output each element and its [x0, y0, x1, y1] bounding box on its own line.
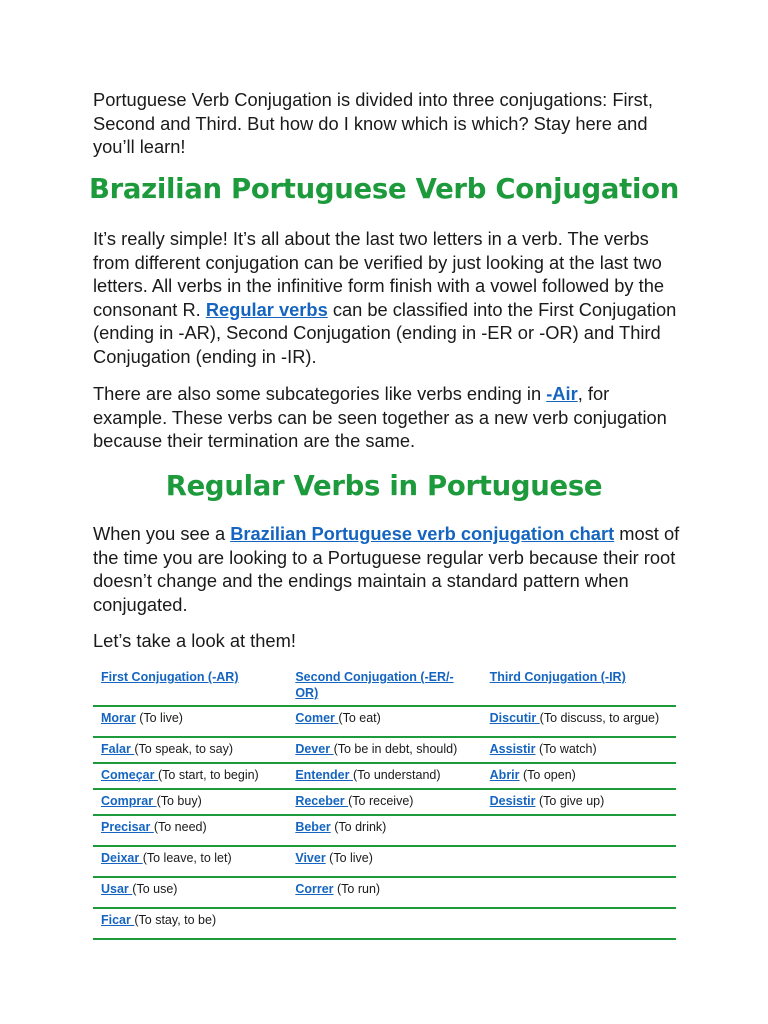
- verb-meaning: (To speak, to say): [134, 742, 234, 756]
- table-cell: [93, 737, 287, 763]
- verb-link[interactable]: Usar: [101, 882, 133, 896]
- verb-meaning: (To start, to begin): [157, 768, 259, 782]
- verb-link[interactable]: Discutir: [489, 711, 540, 725]
- table-cell: [93, 908, 287, 939]
- verb-link[interactable]: Assistir: [489, 742, 536, 756]
- table-cell: [482, 763, 676, 789]
- table-cell: [93, 846, 287, 877]
- table-cell: [287, 737, 481, 763]
- header-first-conjugation[interactable]: First Conjugation (-AR): [93, 666, 287, 706]
- table-row: [93, 737, 676, 763]
- table-cell: [93, 789, 287, 815]
- table-cell: [93, 706, 287, 737]
- verb-meaning: (To use): [132, 882, 178, 896]
- verb-meaning: (To live): [325, 851, 373, 865]
- verb-meaning: (To be in debt, should): [333, 742, 458, 756]
- heading-regular-verbs: Regular Verbs in Portuguese: [165, 470, 603, 502]
- paragraph-conjugation-chart: [93, 522, 683, 616]
- table-cell: [482, 706, 676, 737]
- verb-meaning: (To buy): [156, 794, 202, 808]
- table-row: [93, 706, 676, 737]
- verb-meaning: (To open): [519, 768, 576, 782]
- regular-verbs-link[interactable]: Regular verbs: [205, 298, 328, 320]
- table-cell: [93, 815, 287, 846]
- table-cell: [482, 737, 676, 763]
- table-row: [93, 815, 676, 846]
- verb-meaning: (To stay, to be): [134, 913, 217, 927]
- verb-meaning: (To discuss, to argue): [539, 711, 660, 725]
- heading-verb-conjugation: Brazilian Portuguese Verb Conjugation: [88, 173, 679, 205]
- verb-link[interactable]: Dever: [295, 742, 334, 756]
- verb-meaning: (To drink): [330, 820, 387, 834]
- table-cell: [93, 877, 287, 908]
- verb-link[interactable]: Comprar: [101, 794, 157, 808]
- table-cell: [287, 815, 481, 846]
- table-header-row: [93, 666, 676, 706]
- verb-meaning: (To receive): [348, 794, 414, 808]
- table-cell: [482, 789, 676, 815]
- verb-link[interactable]: Correr: [295, 882, 334, 896]
- verb-meaning: (To eat): [338, 711, 381, 725]
- verb-link[interactable]: Receber: [295, 794, 349, 808]
- verb-link[interactable]: Deixar: [101, 851, 143, 865]
- paragraph-text: can be classified into the First Conjugation (ending in -AR), Second Conjugation (ending in -ER or -OR) and Third Conjugation (ending in -IR).: [93, 298, 677, 367]
- table-cell: [287, 789, 481, 815]
- paragraph-text: most of the time you are looking to a Portuguese regular verb because their root doesn’t change and the endings maintain a standard pattern when conjugated.: [93, 523, 680, 615]
- air-verbs-link[interactable]: -Air: [546, 383, 578, 404]
- verb-meaning: (To run): [333, 882, 381, 896]
- header-third-conjugation[interactable]: Third Conjugation (-IR): [482, 666, 676, 706]
- table-row: [93, 877, 676, 908]
- verb-link[interactable]: Entender: [295, 768, 353, 782]
- table-row: [93, 846, 676, 877]
- table-cell: [287, 706, 481, 737]
- verb-link[interactable]: Comer: [295, 711, 339, 725]
- paragraph-text: It’s really simple! It’s all about the last two letters in a verb. The verbs from different conjugation can be verified by just looking at the last two letters. All verbs in the infinitive form finish with a vowel followed by the consonant R.: [93, 228, 665, 320]
- verb-link[interactable]: Começar: [101, 768, 158, 782]
- table-cell: [287, 763, 481, 789]
- verb-link[interactable]: Ficar: [101, 913, 135, 927]
- verb-link[interactable]: Desistir: [489, 794, 536, 808]
- verb-link[interactable]: Falar: [101, 742, 135, 756]
- verb-link[interactable]: Beber: [295, 820, 331, 834]
- verb-conjugation-table: [93, 666, 676, 940]
- paragraph-last-two-letters: [93, 227, 683, 368]
- table-row: [93, 908, 676, 939]
- verb-meaning: (To live): [135, 711, 183, 725]
- paragraph-text: , for example. These verbs can be seen together as a new verb conjugation because their termination are the same.: [93, 383, 667, 451]
- table-cell: [482, 877, 676, 908]
- table-row: [93, 789, 676, 815]
- table-cell: [482, 908, 676, 939]
- table-row: [93, 763, 676, 789]
- verb-link[interactable]: Morar: [101, 711, 136, 725]
- paragraph-text: When you see a: [93, 523, 231, 544]
- table-cell: [93, 763, 287, 789]
- verb-meaning: (To leave, to let): [142, 851, 232, 865]
- table-cell: [287, 846, 481, 877]
- table-cell: [287, 908, 481, 939]
- intro-paragraph: Portuguese Verb Conjugation is divided into three conjugations: First, Second and Third. But how do I know which is which? Stay here and you’ll learn!: [93, 89, 653, 157]
- conjugation-chart-link[interactable]: Brazilian Portuguese verb conjugation chart: [230, 523, 615, 544]
- header-second-conjugation[interactable]: Second Conjugation (-ER/-OR): [287, 666, 481, 706]
- verb-meaning: (To understand): [352, 768, 441, 782]
- paragraph-subcategories: [93, 382, 683, 453]
- paragraph-text: There are also some subcategories like verbs ending in: [93, 383, 547, 404]
- table-cell: [287, 877, 481, 908]
- paragraph-take-a-look: Let’s take a look at them!: [93, 630, 296, 651]
- verb-meaning: (To need): [153, 820, 207, 834]
- verb-meaning: (To give up): [535, 794, 605, 808]
- verb-link[interactable]: Viver: [295, 851, 326, 865]
- table-cell: [482, 846, 676, 877]
- verb-link[interactable]: Abrir: [489, 768, 520, 782]
- verb-link[interactable]: Precisar: [101, 820, 154, 834]
- table-cell: [482, 815, 676, 846]
- verb-meaning: (To watch): [535, 742, 597, 756]
